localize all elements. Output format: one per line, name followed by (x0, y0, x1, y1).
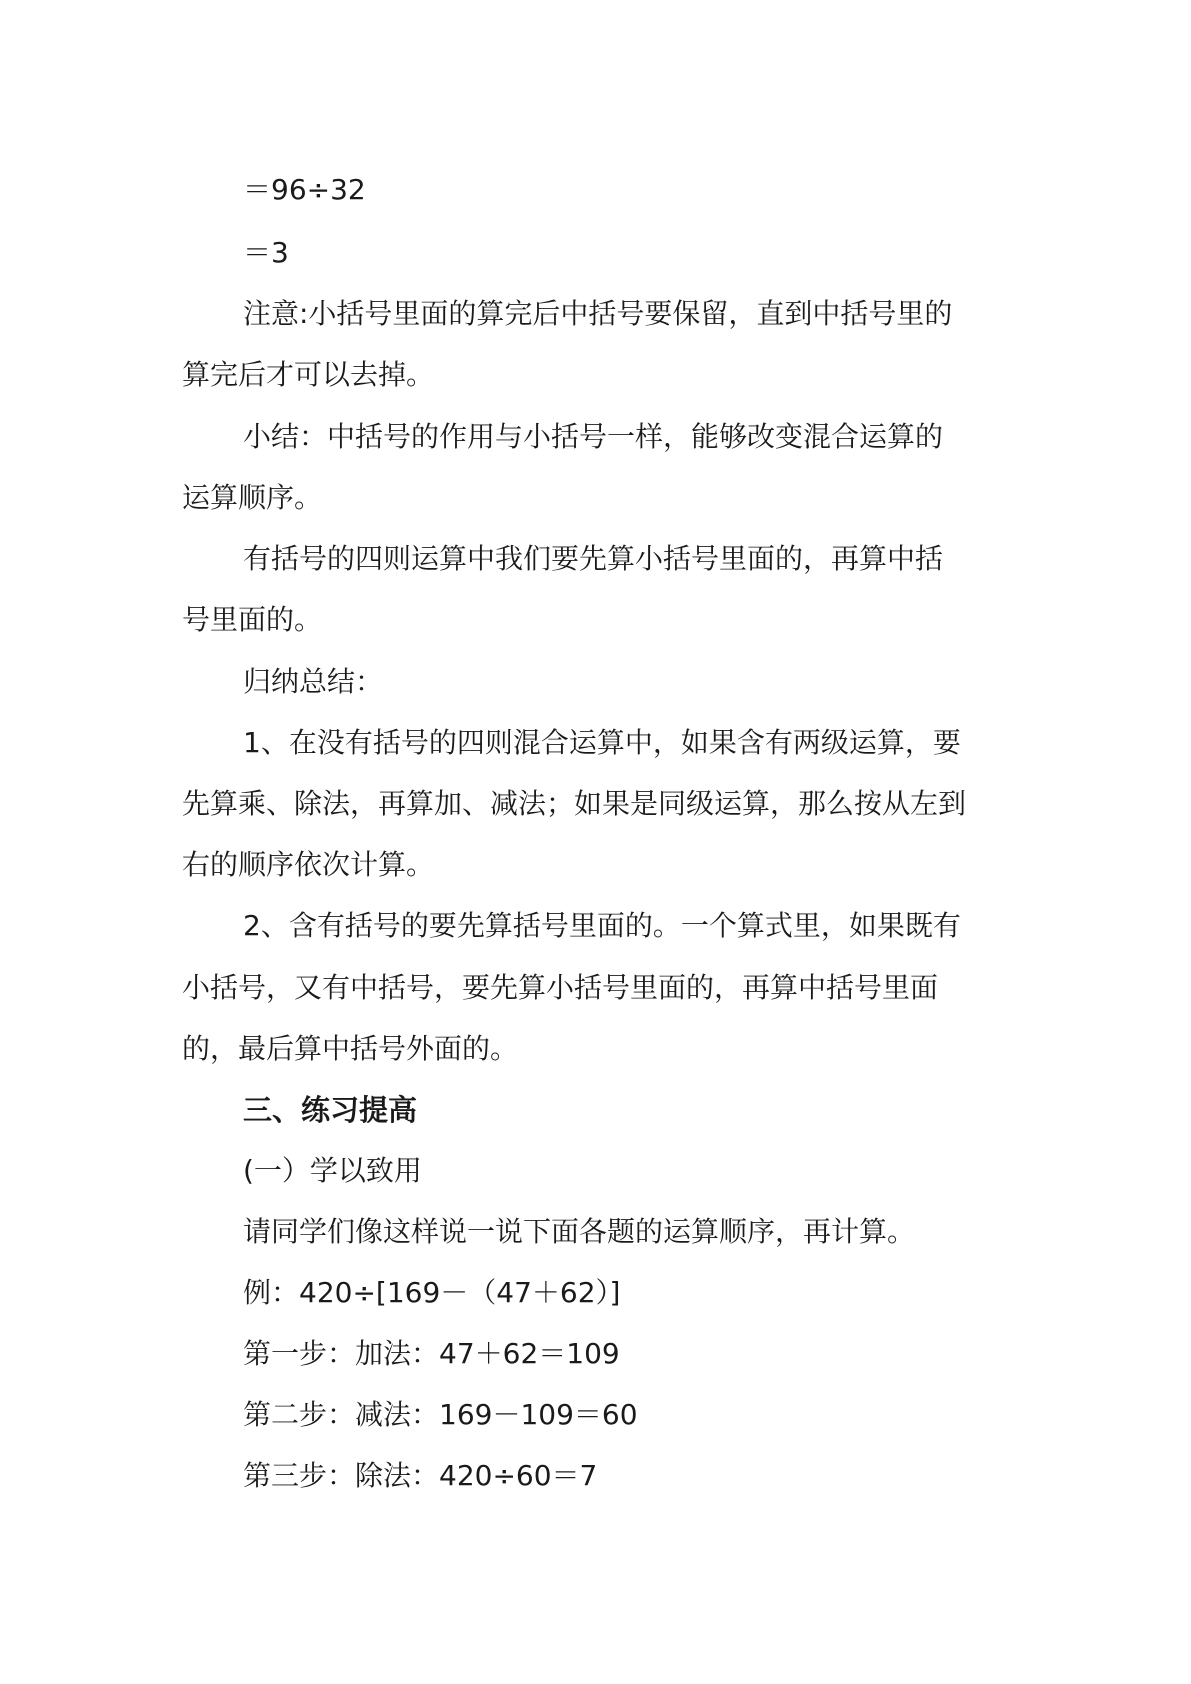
rule-two-line: 的，最后算中括号外面的。 (182, 1032, 519, 1065)
subsection-heading: (一）学以致用 (243, 1154, 422, 1187)
rule-two-line: 2、含有括号的要先算括号里面的。一个算式里，如果既有 (243, 909, 961, 942)
bracket-rule-line: 有括号的四则运算中我们要先算小括号里面的，再算中括 (243, 542, 944, 575)
rule-one-line: 右的顺序依次计算。 (182, 848, 435, 881)
rule-two-line: 小括号，又有中括号，要先算小括号里面的，再算中括号里面 (182, 971, 939, 1004)
step-two-line: 第二步：减法：169－109＝60 (243, 1398, 638, 1431)
step-three-line: 第三步：除法：420÷60＝7 (243, 1459, 598, 1492)
example-line: 例：420÷[169－（47＋62）] (243, 1276, 621, 1309)
equation-line: ＝96÷32 (243, 173, 366, 206)
summary-paragraph-line: 运算顺序。 (182, 481, 323, 514)
equation-result: ＝3 (243, 236, 289, 269)
note-paragraph-line: 算完后才可以去掉。 (182, 358, 435, 391)
instruction-line: 请同学们像这样说一说下面各题的运算顺序，再计算。 (243, 1215, 916, 1248)
note-paragraph-line: 注意:小括号里面的算完后中括号要保留，直到中括号里的 (243, 297, 953, 330)
conclusion-label: 归纳总结： (243, 665, 384, 698)
rule-one-line: 1、在没有括号的四则混合运算中，如果含有两级运算，要 (243, 726, 961, 759)
summary-paragraph-line: 小结：中括号的作用与小括号一样，能够改变混合运算的 (243, 420, 944, 453)
step-one-line: 第一步：加法：47＋62＝109 (243, 1337, 620, 1370)
section-heading: 三、练习提高 (243, 1093, 418, 1127)
rule-one-line: 先算乘、除法，再算加、减法；如果是同级运算，那么按从左到 (182, 787, 967, 820)
bracket-rule-line: 号里面的。 (182, 603, 323, 636)
